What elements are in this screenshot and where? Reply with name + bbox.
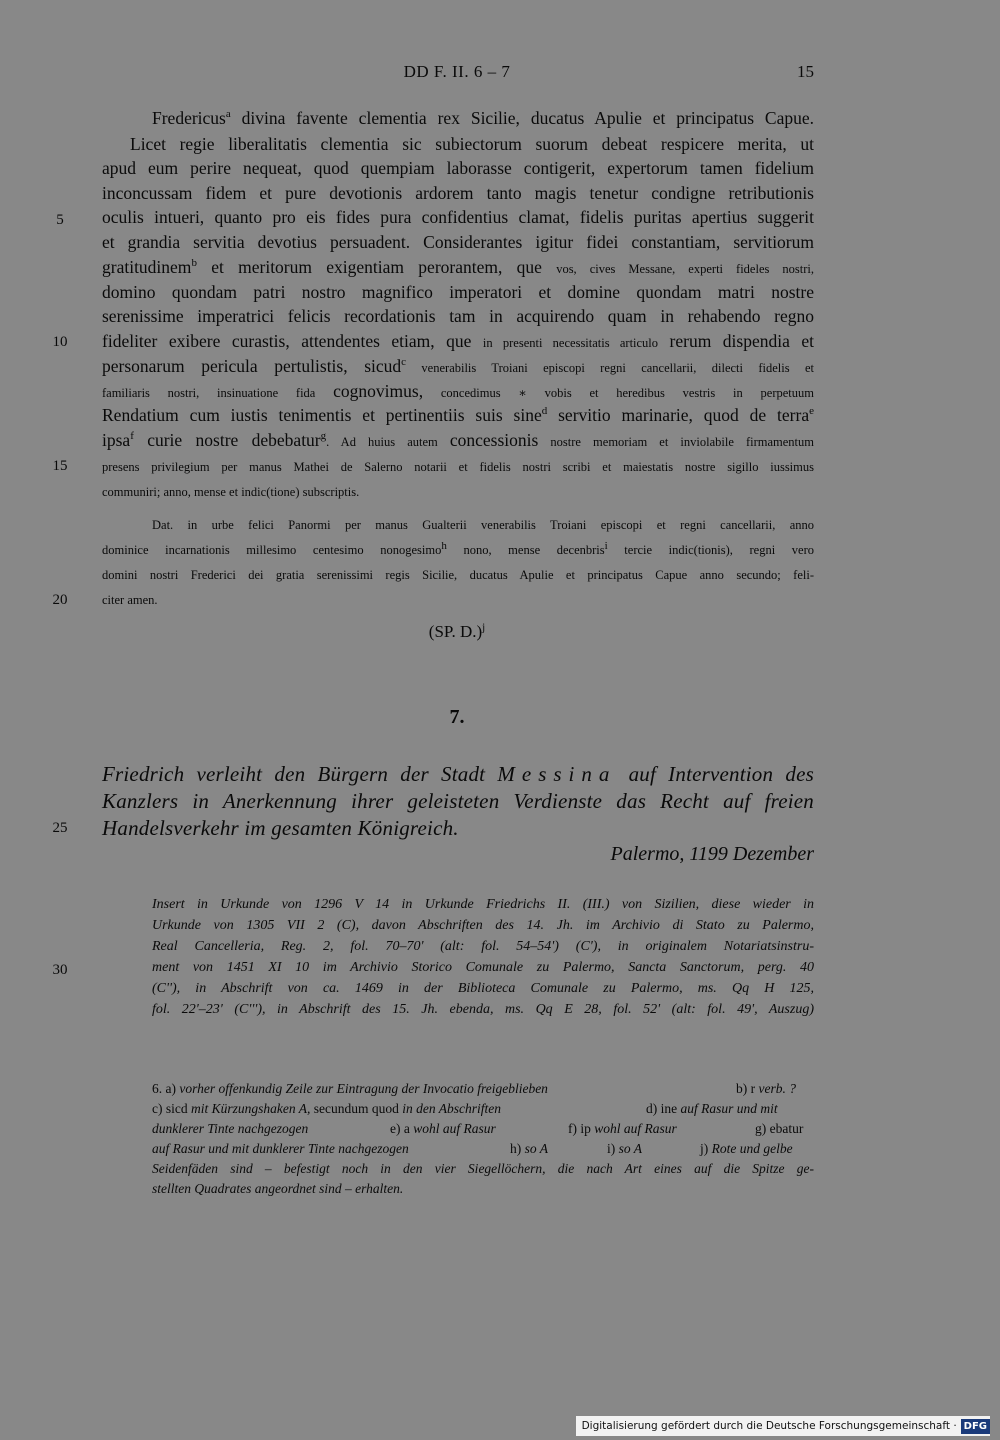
source-line: ment von 1451 XI 10 im Archivio Storico Comunale zu Palermo, Sancta Sanctorum, perg. 40 bbox=[152, 960, 814, 975]
text-line: Fredericus$^a$ divina favente clementia rex Sicilie, ducatus Apulie et principatus Capue. bbox=[152, 108, 814, 128]
text-line: gratitudinem$^b$ et meritorum exigentiam perorantem, que vos, cives Messane, experti fideles nostri, bbox=[102, 257, 814, 277]
dateline: Palermo, 1199 Dezember bbox=[610, 843, 814, 865]
text-line: Rendatium cum iustis tenimentis et pertinentiis suis sine$^d$ servitio marinarie, quod de terra$^e$ bbox=[102, 405, 814, 425]
source-line: Urkunde von 1305 VII 2 (C), davon Abschriften des 14. Jh. im Archivio di Stato zu Palermo, bbox=[152, 918, 814, 933]
line-number: 5 bbox=[56, 212, 64, 228]
running-head-title: DD F. II. 6 – 7 bbox=[403, 62, 511, 81]
text-line: dominice incarnationis millesimo centesimo nonogesimo$^h$ nono, mense decenbris$^i$ tercie indic(tionis), regni vero bbox=[102, 539, 815, 557]
funding-credit-text: Digitalisierung gefördert durch die Deutsche Forschungsgemeinschaft · bbox=[581, 1420, 957, 1432]
apparatus-line: stellten Quadrates angeordnet sind – erhalten. bbox=[152, 1181, 404, 1196]
text-line: domino quondam patri nostro magnifico imperatori et domine quondam matri nostre bbox=[102, 282, 814, 302]
text-line: communiri; anno, mense et indic(tione) subscriptis. bbox=[102, 485, 360, 499]
text-line: oculis intueri, quanto pro eis fides pura confidentius clamat, fidelis puritas apertius suggerit bbox=[102, 207, 814, 227]
text-line: domini nostri Frederici dei gratia serenissimi regis Sicilie, ducatus Apulie et principatus Capue anno secundo; feli- bbox=[102, 568, 814, 582]
text-line: Dat. in urbe felici Panormi per manus Gualterii venerabilis Troiani episcopi et regni cancellarii, anno bbox=[152, 518, 814, 532]
running-head bbox=[100, 62, 814, 86]
apparatus-line: dunklerer Tinte nachgezogen e) a wohl auf Rasur f) ip wohl auf Rasur g) ebatur bbox=[152, 1121, 804, 1136]
source-line: fol. 22'–23' (C'''), in Abschrift des 15. Jh. ebenda, ms. Qq E 28, fol. 52' (alt: fol. 49', Auszug) bbox=[152, 1002, 814, 1017]
seal-note: (SP. D.)$^j$ bbox=[428, 621, 486, 641]
text-line: serenissime imperatrici felicis recordationis tam in acquirendo quam in rehabendo regno bbox=[102, 306, 814, 326]
text-line: presens privilegium per manus Mathei de Salerno notarii et fidelis nostri scribi et maiestatis nostre sigillo iussimus bbox=[102, 460, 814, 474]
source-line: (C''), in Abschrift von ca. 1469 in der Biblioteca Comunale zu Palermo, ms. Qq H 125, bbox=[152, 981, 814, 996]
text-line: ipsa$^f$ curie nostre debebatur$^g$. Ad huius autem concessionis nostre memoriam et inviolabile firmamentum bbox=[102, 430, 815, 450]
apparatus-line: auf Rasur und mit dunklerer Tinte nachgezogen h) so A i) so A j) Rote und gelbe bbox=[152, 1141, 793, 1156]
funding-credit bbox=[576, 1416, 990, 1436]
regest-line: Kanzlers in Anerkennung ihrer geleisteten Verdienste das Recht auf freien bbox=[102, 789, 814, 813]
text-line: Licet regie liberalitatis clementia sic subiectorum suorum debeat respicere merita, ut bbox=[130, 134, 814, 154]
source-line: Insert in Urkunde von 1296 V 14 in Urkunde Friedrichs II. (III.) von Sizilien, diese wieder in bbox=[152, 897, 814, 912]
apparatus-line: 6. a) vorher offenkundig Zeile zur Eintragung der Invocatio freigeblieben b) r verb. ? bbox=[152, 1081, 796, 1096]
line-number: 20 bbox=[52, 592, 68, 608]
regest-line: Handelsverkehr im gesamten Königreich. bbox=[102, 816, 459, 840]
text-line: personarum pericula pertulistis, sicud$^c$ venerabilis Troiani episcopi regni cancellarii, dilecti fidelis et bbox=[102, 356, 814, 376]
apparatus-line: c) sicd mit Kürzungshaken A, secundum quod in den Abschriften d) ine auf Rasur und mit bbox=[152, 1101, 778, 1116]
regest-line: Friedrich verleiht den Bürgern der Stadt Messina auf Intervention des bbox=[102, 762, 814, 786]
document-number: 7. bbox=[449, 706, 465, 728]
apparatus-line: Seidenfäden sind – befestigt noch in den vier Siegellöchern, die nach Art eines auf die Spitze ge- bbox=[152, 1161, 814, 1176]
source-line: Real Cancelleria, Reg. 2, fol. 70–70' (alt: fol. 54–54') (C'), in originalem Notariatsinstru- bbox=[152, 939, 814, 954]
dfg-logo: DFG bbox=[961, 1419, 990, 1434]
line-number: 25 bbox=[52, 820, 68, 836]
text-line: et grandia servitia devotius persuadent. Considerantes igitur fidei constantiam, servitiorum bbox=[102, 232, 814, 252]
text-line: familiaris nostri, insinuatione fida cognovimus, concedimus ∗ vobis et heredibus vestris in perpetuum bbox=[102, 381, 814, 401]
line-number: 30 bbox=[52, 962, 68, 978]
line-number: 15 bbox=[52, 458, 68, 474]
line-number: 10 bbox=[52, 334, 68, 350]
text-line: citer amen. bbox=[102, 593, 158, 607]
page-number: 15 bbox=[797, 62, 814, 81]
text-line: inconcussam fidem et pure devotionis ardorem tanto magis tenetur condigne retributionis bbox=[102, 183, 814, 203]
text-line: apud eum perire nequeat, quod quempiam laborasse contigerit, expertorum tamen fidelium bbox=[102, 158, 814, 178]
text-line: fideliter exibere curastis, attendentes etiam, que in presenti necessitatis articulo rerum dispendia et bbox=[102, 331, 814, 351]
